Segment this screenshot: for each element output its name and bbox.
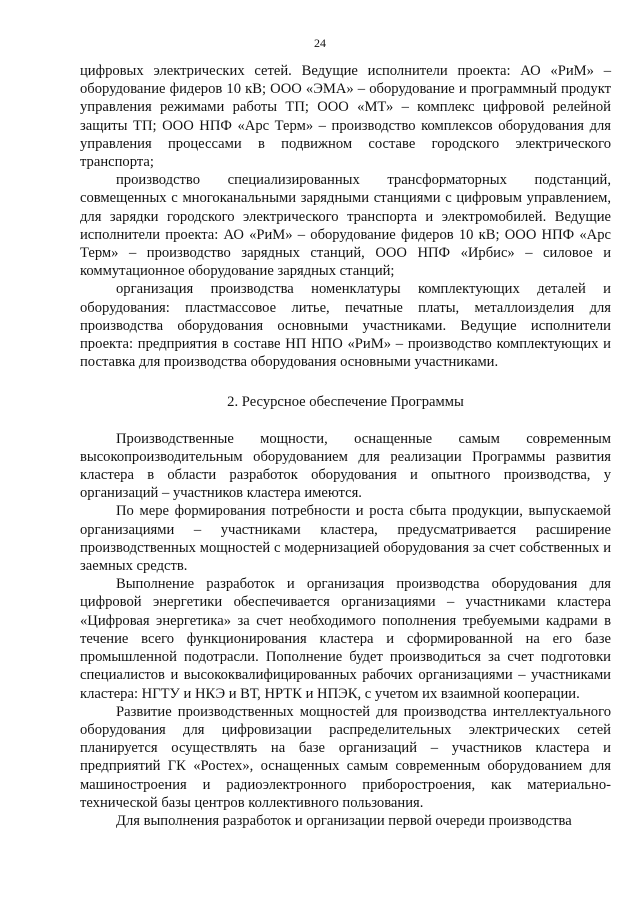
paragraph-continued: цифровых электрических сетей. Ведущие исполнители проекта: АО «РиМ» – оборудование фидеров 10 кВ; ООО «ЭМА» – оборудование и программный продукт управления режимами работы ТП; ООО «МТ» – комплекс цифровой релейной защиты ТП; ООО НПФ «Арс Терм» – производство комплексов оборудования для управления процессами в подвижном составе городского электрического транспорта; <box>80 63 611 171</box>
paragraph: Развитие производственных мощностей для производства интеллектуального оборудования для цифровизации распределительных электрических сетей планируется осуществлять на базе организаций – участников кластера и предприятий ГК «Ростех», оснащенных самым современным оборудованием для машиностроения и радиоэлектронного приборостроения, как материально-технической базы центров коллективного пользования. <box>80 703 611 811</box>
paragraph: Для выполнения разработок и организации первой очереди производства <box>116 812 572 829</box>
page-number: 24 <box>314 36 326 50</box>
paragraph: По мере формирования потребности и роста сбыта продукции, выпускаемой организациями – участниками кластера, предусматривается расширение производственных мощностей с модернизацией оборудования за счет собственных и заемных средств. <box>80 503 611 575</box>
section-title: 2. Ресурсное обеспечение Программы <box>227 394 464 411</box>
paragraph: организация производства номенклатуры комплектующих деталей и оборудования: пластмассовое литье, печатные платы, металлоизделия для производства оборудования основными участниками. Ведущие исполнители проекта: предприятия в составе НП НПО «РиМ» – производство комплектующих и поставка для производства оборудования основными участниками. <box>80 281 611 371</box>
paragraph: Производственные мощности, оснащенные самым современным высокопроизводительным оборудованием для реализации Программы развития кластера в области разработок оборудования и опытного производства, у организаций – участников кластера имеются. <box>80 430 611 502</box>
paragraph: Выполнение разработок и организация производства оборудования для цифровой энергетики обеспечивается организациями – участниками кластера «Цифровая энергетика» за счет необходимого пополнения требуемыми кадрами в течение всего функционирования кластера и сформированной на его базе промышленной подотрасли. Пополнение будет производиться за счет подготовки специалистов и высококвалифицированных рабочих организациями – участниками кластера: НГТУ и НКЭ и ВТ, НРТК и НПЭК, с учетом их взаимной кооперации. <box>80 576 611 702</box>
paragraph: производство специализированных трансформаторных подстанций, совмещенных с многоканальными зарядными станциями с цифровым управлением, для зарядки городского электрического транспорта и электромобилей. Ведущие исполнители проекта: АО «РиМ» – оборудование фидеров 10 кВ; ООО НПФ «Арс Терм» – производство зарядных станций, ООО НПФ «Ирбис» – силовое и коммутационное оборудование зарядных станций; <box>80 172 611 280</box>
document-body <box>80 62 611 830</box>
